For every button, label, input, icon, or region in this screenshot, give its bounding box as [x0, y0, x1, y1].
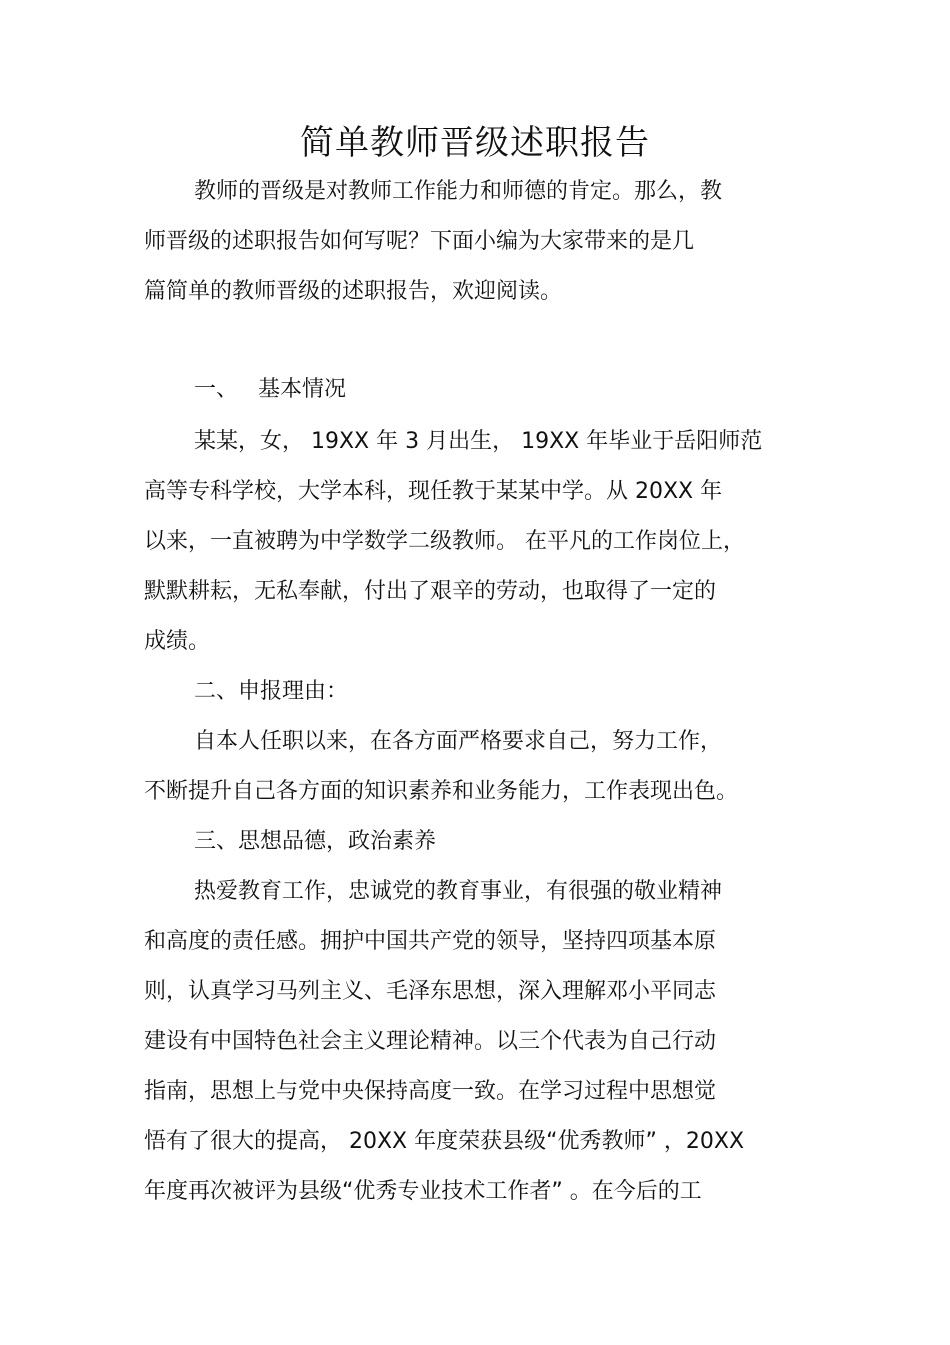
section3-line-4: 建设有中国特色社会主义理论精神。以三个代表为自己行动 — [144, 1029, 717, 1054]
section2-heading: 二、申报理由： — [194, 679, 349, 704]
section2-line-2: 不断提升自己各方面的知识素养和业务能力，工作表现出色。 — [144, 779, 739, 804]
intro-line-3: 篇简单的教师晋级的述职报告，欢迎阅读。 — [144, 279, 563, 304]
intro-line-2: 师晋级的述职报告如何写呢？下面小编为大家带来的是几 — [144, 229, 695, 254]
section3-line-3: 则，认真学习马列主义、毛泽东思想，深入理解邓小平同志 — [144, 979, 717, 1004]
section3-line-1: 热爱教育工作，忠诚党的教育事业，有很强的敬业精神 — [194, 879, 723, 904]
section1-line-5: 成绩。 — [144, 629, 211, 654]
section3-line-7: 年度再次被评为县级“优秀专业技术工作者” 。在今后的工 — [144, 1179, 702, 1204]
section1-line-2: 高等专科学校，大学本科，现任教于某某中学。从 20XX 年 — [144, 479, 723, 504]
section1-heading-number: 一、 — [194, 377, 239, 402]
section3-heading: 三、思想品德，政治素养 — [194, 829, 437, 854]
section1-line-3: 以来，一直被聘为中学数学二级教师。 在平凡的工作岗位上， — [144, 529, 745, 554]
section2-line-1: 自本人任职以来，在各方面严格要求自己，努力工作， — [194, 729, 723, 754]
document-title: 简单教师晋级述职报告 — [300, 123, 650, 163]
section1-heading: 基本情况 — [258, 377, 347, 402]
section3-line-5: 指南，思想上与党中央保持高度一致。在学习过程中思想觉 — [144, 1079, 717, 1104]
section1-line-4: 默默耕耘，无私奉献，付出了艰辛的劳动，也取得了一定的 — [144, 579, 717, 604]
section1-line-1: 某某，女， 19XX 年 3 月出生， 19XX 年毕业于岳阳师范 — [194, 429, 763, 454]
section3-line-6: 悟有了很大的提高， 20XX 年度荣获县级“优秀教师” ，20XX — [144, 1129, 745, 1154]
section3-line-2: 和高度的责任感。拥护中国共产党的领导，坚持四项基本原 — [144, 929, 717, 954]
intro-line-1: 教师的晋级是对教师工作能力和师德的肯定。那么，教 — [194, 179, 723, 204]
